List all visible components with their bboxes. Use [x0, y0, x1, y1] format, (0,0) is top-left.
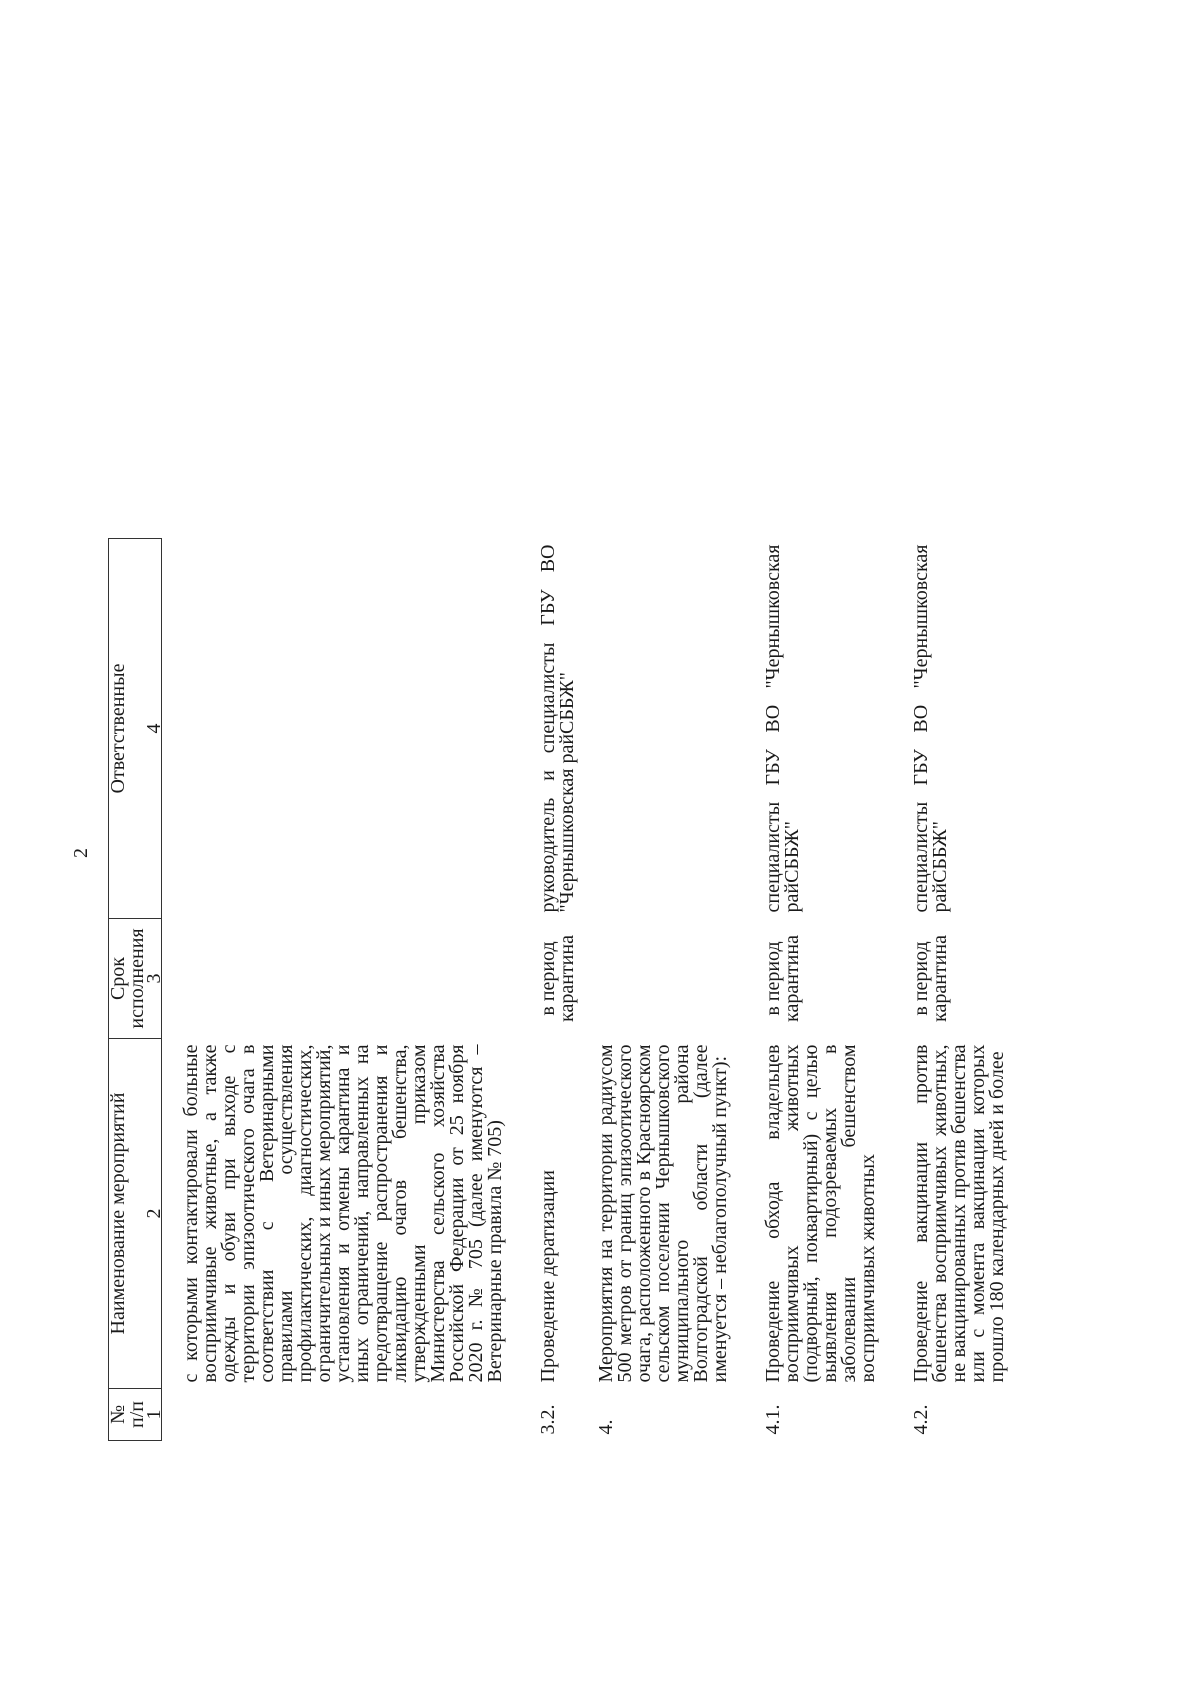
row-num: 4.1.	[762, 1404, 784, 1435]
header-responsible: Ответственные	[109, 539, 148, 919]
table-row	[505, 539, 577, 1441]
table-row	[162, 539, 506, 1441]
header-term: Срок исполнения	[109, 919, 148, 1039]
row-num: 4.2.	[910, 1404, 932, 1435]
row-name: Проведение обхода владельцев восприимчивых животных (подворный, поквартирный) с целью выявления подозреваемых в заболевании бешенством восприимчивых животных	[762, 1044, 879, 1383]
row-name: Проведение вакцинации против бешенства восприимчивых животных, не вакцинированных против бешенства или с момента вакцинации которых прошло 180 календарных дней и более	[910, 1044, 1008, 1383]
header-name: Наименование мероприятий	[109, 1039, 148, 1389]
header-num: № п/п	[109, 1389, 148, 1441]
row-responsible: специалисты ГБУ ВО "Чернышковская райСББЖ"	[762, 544, 803, 913]
table-row	[577, 539, 730, 1441]
row-name: Проведение дератизации	[537, 1170, 559, 1383]
row-term	[577, 919, 730, 1039]
measures-table	[108, 538, 1007, 1441]
row-num	[162, 1389, 506, 1441]
column-number-4: 4	[147, 539, 162, 919]
row-responsible	[162, 539, 506, 919]
row-num: 3.2.	[537, 1404, 559, 1435]
row-num: 4.	[595, 1419, 617, 1435]
row-term: в период карантина	[910, 935, 951, 1022]
column-number-2: 2	[147, 1039, 162, 1389]
row-term: в период карантина	[537, 935, 578, 1022]
row-term: в период карантина	[762, 935, 803, 1022]
row-name: с которыми контактировали больные восприимчивые животные, а также одежды и обуви при выходе с территории эпизоотического очага в соответствии с Ветеринарными правилами осуществления профилактических, диагностических, ограничительных и иных мероприятий, установления и отмены карантина и иных ограничений, направленных на предотвращение распространения и ликвидацию очагов бешенства, утвержденными приказом Министерства сельского хозяйства Российской Федерации от 25 ноября 2020 г. № 705 (далее именуются – Ветеринарные правила № 705)	[180, 1044, 506, 1383]
column-number-1: 1	[147, 1389, 162, 1441]
row-responsible	[577, 539, 730, 919]
page-number: 2	[70, 848, 92, 858]
row-responsible: специалисты ГБУ ВО "Чернышковская райСББЖ"	[910, 544, 951, 913]
column-number-3: 3	[147, 919, 162, 1039]
row-term	[162, 919, 506, 1039]
row-name: Мероприятия на территории радиусом 500 метров от границ эпизоотического очага, расположенного в Красноярском сельском поселении Чернышковского муниципального района Волгоградской области (далее именуется – неблагополучный пункт):	[595, 1044, 731, 1383]
table-row	[730, 539, 878, 1441]
table-row	[878, 539, 1007, 1441]
row-responsible: руководитель и специалисты ГБУ ВО "Чернышковская райСББЖ"	[537, 544, 578, 913]
